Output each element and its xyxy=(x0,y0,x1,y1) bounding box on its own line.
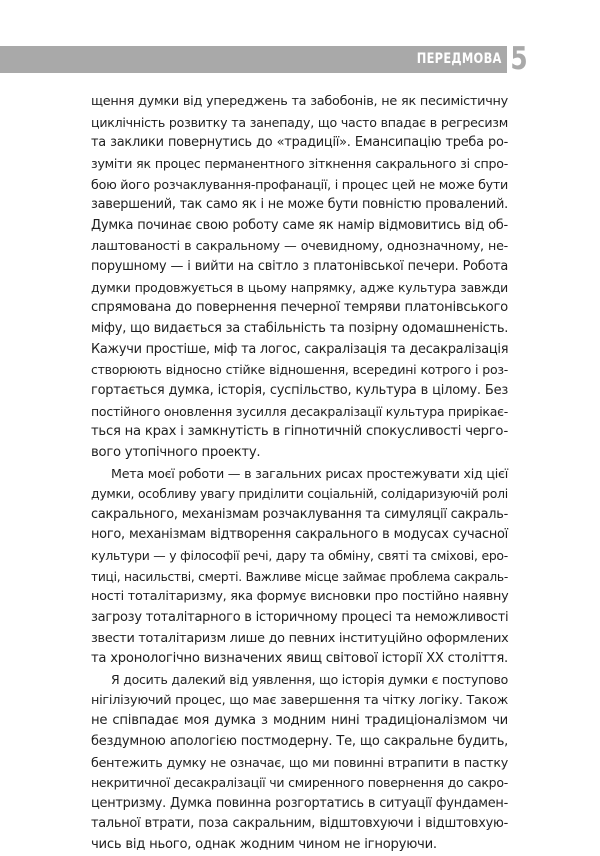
text-line: ності тоталітаризму, яка формує висновки про постійно наявну xyxy=(91,589,509,605)
text-line: не співпадає моя думка з модним нині традиціоналізмом чи xyxy=(91,713,508,729)
text-line: бентежить думку не означає, що ми повинні втрапити в пастку xyxy=(91,754,508,770)
text-line: звести тоталітаризм лише до певних інституційно оформлених xyxy=(91,630,509,646)
text-line: Кажучи простіше, міф та логос, сакралізація та десакралізація xyxy=(91,341,509,357)
text-line: думки, особливу увагу приділити соціальній, солідаризуючій ролі xyxy=(91,486,508,502)
text-line: тальної втрати, поза сакральним, відштовхуючи і відштовхую- xyxy=(91,816,508,832)
text-line: порушному — і вийти на світло з платонівської печери. Робота xyxy=(91,259,508,275)
text-line: завершений, так само як і не може бути повністю провалений. xyxy=(91,197,508,213)
text-line: Мета моєї роботи — в загальних рисах простежувати хід цієї xyxy=(111,465,508,481)
text-line: створюють відносно стійке відношення, всередині котрого і роз- xyxy=(91,362,508,378)
text-line: Думка починає свою роботу саме як намір відмовитись від об- xyxy=(91,217,508,233)
text-line: міфу, що видається за стабільність та позірну одомашненість. xyxy=(91,321,509,337)
section-title: ПЕРЕДМОВА xyxy=(416,51,502,67)
text-line: культури — у філософії речі, дару та обміну, святі та сміхові, еро- xyxy=(91,548,508,564)
text-line: загрозу тоталітарного в історичному процесі та неможливості xyxy=(91,610,509,626)
text-line: зуміти як процес перманентного зіткнення сакрального зі спро- xyxy=(91,155,508,171)
text-line: гортається думка, історія, суспільство, культура в цілому. Без xyxy=(91,382,508,398)
text-line: ться на крах і замкнутість в гіпнотичній спокусливості чергo- xyxy=(91,424,508,440)
text-line: щення думки від упереджень та забобонів, не як песимістичну xyxy=(91,94,508,109)
text-line: нігілізуючий процес, що має завершення та чітку логіку. Також xyxy=(91,692,508,708)
text-line: ного, механізмам відтворення сакрального в модусах сучасної xyxy=(91,527,508,543)
text-line: Я досить далекий від уявлення, що історія думки є поступово xyxy=(111,671,508,687)
text-line: некритичної десакралізації чи смиренного повернення до сакро- xyxy=(91,775,508,791)
page-number: 5 xyxy=(510,41,528,77)
text-line: спрямована до повернення печерної темряви платонівського xyxy=(91,300,508,316)
text-line: тиці, насильстві, смерті. Важливе місце займає проблема сакраль- xyxy=(91,569,508,584)
text-line: вого утопічного проекту. xyxy=(91,444,261,460)
text-line: та хронологічно визначених явищ світової історії XX століття. xyxy=(91,651,508,667)
text-line: думки продовжується в цьому напрямку, адже культура завжди xyxy=(91,279,508,295)
body-text xyxy=(91,92,508,856)
text-line: лаштованості в сакральному — очевидному, однозначному, не- xyxy=(91,238,508,254)
text-line: бездумною апологією постмодерну. Те, що сакральне будить, xyxy=(91,733,508,749)
text-line: постійного оновлення зусилля десакралізації культура прирікає- xyxy=(91,403,508,419)
text-line: сакрального, механізмам розчаклування та симуляції сакраль- xyxy=(91,506,508,522)
text-line: та заклики повернутись до «традиції». Емансипацію треба ро- xyxy=(91,135,508,151)
text-line: циклічність розвитку та занепаду, що часто впадає в регресизм xyxy=(91,114,508,130)
text-line: чись від нього, однак жодним чином не ігноруючи. xyxy=(91,837,437,853)
text-line: бою його розчаклування-профанації, і процес цей не може бути xyxy=(91,176,509,192)
text-line: центризму. Думка повинна розгортатись в ситуації фундамен- xyxy=(91,795,508,811)
